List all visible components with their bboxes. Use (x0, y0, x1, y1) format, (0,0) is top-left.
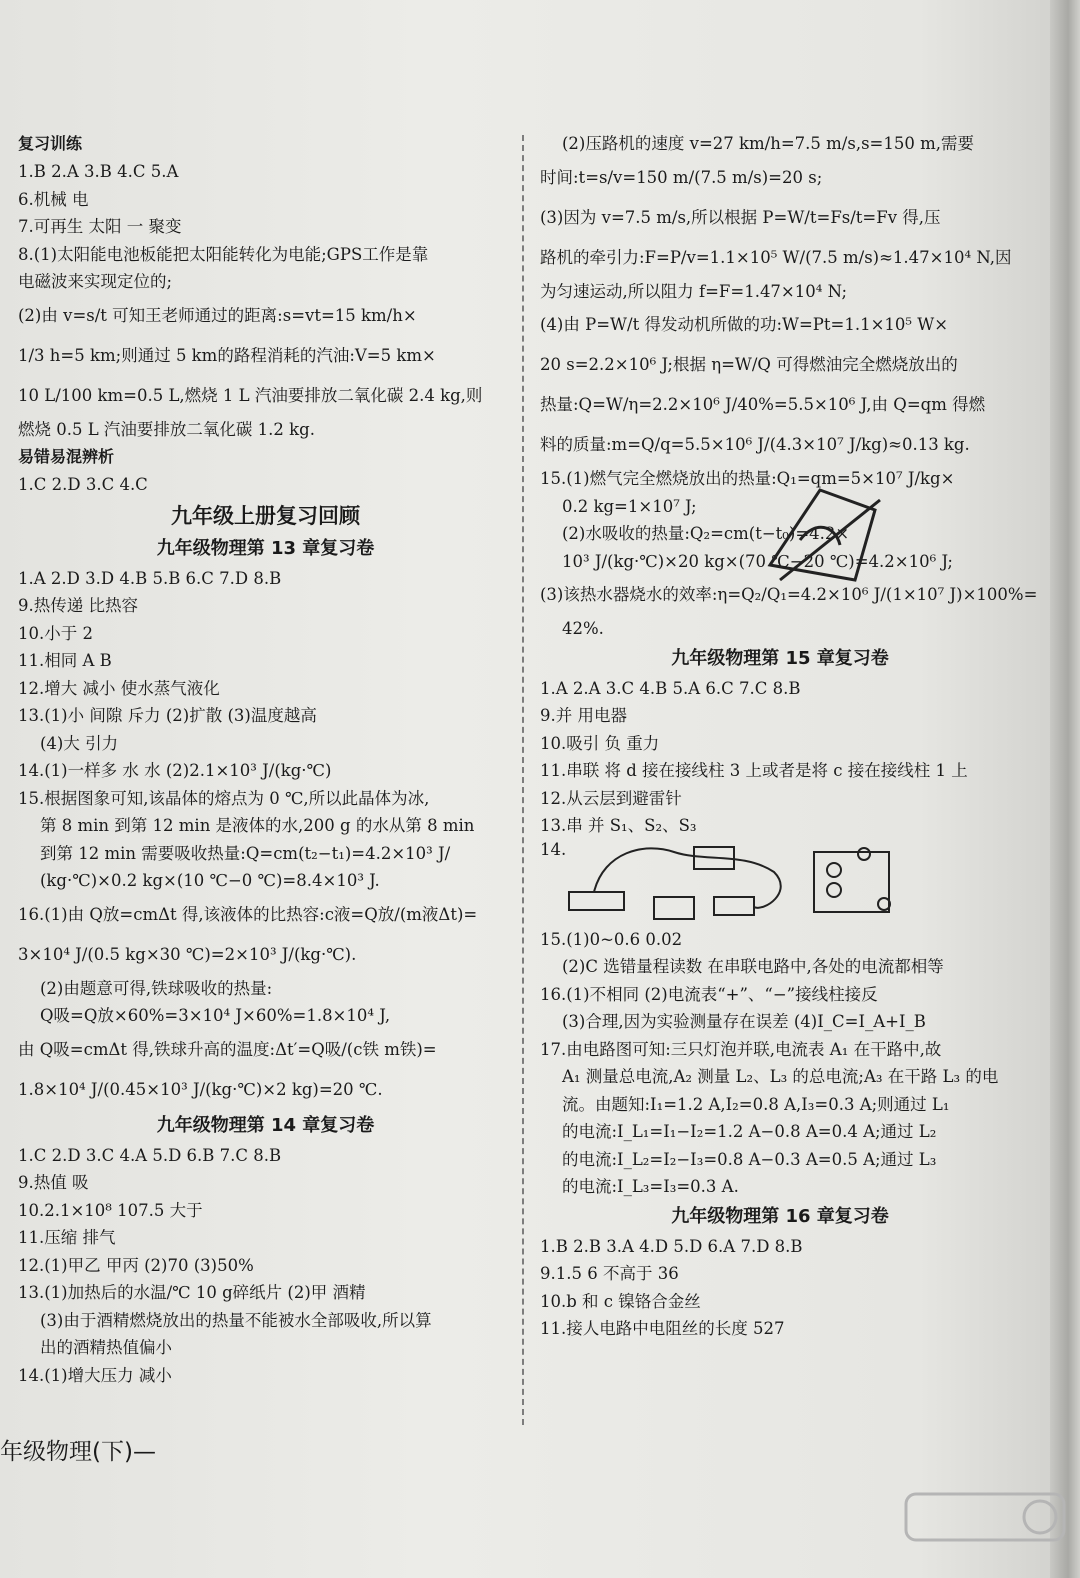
answer-line: 10.吸引 负 重力 (540, 733, 660, 753)
answer-line: (2)水吸收的热量:Q₂=cm(t−t₀)=4.2× (562, 524, 850, 543)
answer-line: (2)C 选错量程读数 在串联电路中,各处的电流都相等 (562, 957, 944, 976)
answer-line: 9.热值 吸 (18, 1173, 89, 1192)
page-footer: 年级物理(下)— (0, 1439, 156, 1465)
answer-line: (3)该热水器烧水的效率:η=Q₂/Q₁=4.2×10⁶ J/(1×10⁷ J)×100%= (540, 585, 1038, 604)
answer-line: 热量:Q=W/η=2.2×10⁶ J/40%=5.5×10⁶ J,由 Q=qm 得燃 (540, 395, 986, 414)
answer-line: (2)压路机的速度 v=27 km/h=7.5 m/s,s=150 m,需要 (562, 134, 974, 153)
answer-line: 20 s=2.2×10⁶ J;根据 η=W/Q 可得燃油完全燃烧放出的 (540, 355, 958, 374)
answer-line: 1.8×10⁴ J/(0.45×10³ J/(kg·℃)×2 kg)=20 ℃. (18, 1079, 383, 1099)
answer-line: 10.小于 2 (18, 623, 93, 643)
chapter-title: 九年级物理第 15 章复习卷 (671, 647, 889, 669)
answer-line: 15.(1)燃气完全燃烧放出的热量:Q₁=qm=5×10⁷ J/kg× (540, 469, 955, 488)
answer-line: 12.从云层到避雷针 (540, 788, 682, 808)
answer-line: 1/3 h=5 km;则通过 5 km的路程消耗的汽油:V=5 km× (18, 345, 436, 365)
chapter-title: 九年级物理第 14 章复习卷 (156, 1114, 375, 1136)
stamp-icon (760, 470, 910, 600)
answer-line: 12.(1)甲乙 甲丙 (2)70 (3)50% (18, 1255, 254, 1275)
answer-line: 11.串联 将 d 接在接线柱 3 上或者是将 c 接在接线柱 1 上 (540, 761, 968, 780)
answer-line: 15.(1)0~0.6 0.02 (540, 929, 683, 949)
answer-line: 1.A 2.A 3.C 4.B 5.A 6.C 7.C 8.B (540, 678, 801, 698)
answer-line: (3)合理,因为实验测量存在误差 (4)I_C=I_A+I_B (562, 1012, 926, 1031)
answer-line: 10 L/100 km=0.5 L,燃烧 1 L 汽油要排放二氧化碳 2.4 kg,则 (18, 385, 483, 405)
answer-line: 13.(1)小 间隙 斥力 (2)扩散 (3)温度越高 (18, 706, 317, 725)
answer-line: 路机的牵引力:F=P/v=1.1×10⁵ W/(7.5 m/s)≈1.47×10⁴ N,因 (540, 247, 1012, 267)
chapter-title: 九年级上册复习回顾 (171, 503, 360, 528)
answer-line: 11.压缩 排气 (18, 1228, 116, 1247)
answer-line: 第 8 min 到第 12 min 是液体的水,200 g 的水从第 8 min (40, 816, 475, 835)
answer-line: 6.机械 电 (18, 189, 89, 209)
column-divider (522, 135, 524, 1425)
answer-line: 3×10⁴ J/(0.5 kg×30 ℃)=2×10³ J/(kg·℃). (18, 944, 357, 964)
answer-line: 到第 12 min 需要吸收热量:Q=cm(t₂−t₁)=4.2×10³ J/ (40, 843, 451, 863)
answer-line: (2)由 v=s/t 可知王老师通过的距离:s=vt=15 km/h× (18, 305, 417, 325)
answer-line: 10.b 和 c 镍铬合金丝 (540, 1291, 701, 1311)
answer-line: 9.并 用电器 (540, 706, 627, 725)
answer-line: 的电流:I_L₂=I₂−I₃=0.8 A−0.3 A=0.5 A;通过 L₃ (562, 1149, 937, 1169)
answer-line: 11.相同 A B (18, 651, 112, 670)
answer-line: 燃烧 0.5 L 汽油要排放二氧化碳 1.2 kg. (18, 419, 315, 439)
answer-line: 1.C 2.D 3.C 4.C (18, 475, 148, 494)
answer-line: 1.A 2.D 3.D 4.B 5.B 6.C 7.D 8.B (18, 568, 282, 588)
answer-line: 的电流:I_L₁=I₁−I₂=1.2 A−0.8 A=0.4 A;通过 L₂ (562, 1122, 937, 1141)
circuit-sketch-icon (564, 842, 894, 924)
answer-line: 由 Q吸=cmΔt 得,铁球升高的温度:Δt′=Q吸/(c铁 m铁)= (18, 1039, 437, 1059)
answer-line: 13.串 并 S₁、S₂、S₃ (540, 816, 697, 835)
answer-line: 16.(1)由 Q放=cmΔt 得,该液体的比热容:c液=Q放/(m液Δt)= (18, 904, 478, 924)
answer-line: 12.增大 减小 使水蒸气液化 (18, 678, 220, 698)
chapter-title: 九年级物理第 16 章复习卷 (671, 1205, 889, 1227)
answer-line: (3)因为 v=7.5 m/s,所以根据 P=W/t=Fs/t=Fv 得,压 (540, 207, 941, 227)
answer-line: 14.(1)一样多 水 水 (2)2.1×10³ J/(kg·℃) (18, 761, 332, 780)
answer-line: (3)由于酒精燃烧放出的热量不能被水全部吸收,所以算 (40, 1310, 432, 1330)
answer-line: 11.接人电路中电阻丝的长度 527 (540, 1319, 785, 1338)
answer-line: 1.C 2.D 3.C 4.A 5.D 6.B 7.C 8.B (18, 1145, 282, 1165)
answer-line: 8.(1)太阳能电池板能把太阳能转化为电能;GPS工作是靠 (18, 244, 429, 264)
answer-line: 1.B 2.A 3.B 4.C 5.A (18, 162, 179, 181)
watermark-logo-icon (900, 1488, 1070, 1568)
answer-line: Q吸=Q放×60%=3×10⁴ J×60%=1.8×10⁴ J, (40, 1006, 391, 1025)
chapter-title: 九年级物理第 13 章复习卷 (156, 537, 375, 559)
answer-line: (4)由 P=W/t 得发动机所做的功:W=Pt=1.1×10⁵ W× (540, 315, 949, 334)
answer-line: (4)大 引力 (40, 733, 119, 753)
answer-line: 9.热传递 比热容 (18, 596, 138, 615)
answer-line: (kg·℃)×0.2 kg×(10 ℃−0 ℃)=8.4×10³ J. (40, 871, 380, 890)
left-column (18, 130, 513, 1389)
answer-line: 15.根据图象可知,该晶体的熔点为 0 ℃,所以此晶体为冰, (18, 788, 430, 808)
question-number: 14. (540, 839, 567, 859)
answer-line: 流。由题知:I₁=1.2 A,I₂=0.8 A,I₃=0.3 A;则通过 L₁ (562, 1094, 950, 1114)
answer-line: 13.(1)加热后的水温/℃ 10 g碎纸片 (2)甲 酒精 (18, 1283, 366, 1302)
answer-line: 7.可再生 太阳 一 聚变 (18, 217, 182, 236)
answer-line: 9.1.5 6 不高于 36 (540, 1264, 679, 1283)
book-spine-shadow (1050, 0, 1080, 1578)
answer-line: 42%. (562, 619, 604, 638)
section-heading: 易错易混辨析 (18, 447, 115, 466)
answer-line: 的电流:I_L₃=I₃=0.3 A. (562, 1177, 739, 1196)
answer-line: (2)由题意可得,铁球吸收的热量: (40, 978, 273, 998)
section-heading: 复习训练 (18, 134, 83, 153)
right-column (540, 130, 1038, 1343)
answer-line: 0.2 kg=1×10⁷ J; (562, 496, 697, 516)
answer-line: 10³ J/(kg·℃)×20 kg×(70 ℃−20 ℃)=4.2×10⁶ J; (562, 551, 953, 571)
answer-line: 17.由电路图可知:三只灯泡并联,电流表 A₁ 在干路中,故 (540, 1039, 942, 1059)
answer-line: A₁ 测量总电流,A₂ 测量 L₂、L₃ 的总电流;A₃ 在干路 L₃ 的电 (562, 1067, 999, 1086)
answer-line: 10.2.1×10⁸ 107.5 大于 (18, 1200, 203, 1220)
circuit-diagram (540, 840, 1020, 926)
answer-line: 14.(1)增大压力 减小 (18, 1365, 172, 1385)
answer-line: 为匀速运动,所以阻力 f=F=1.47×10⁴ N; (540, 281, 848, 301)
answer-line: 1.B 2.B 3.A 4.D 5.D 6.A 7.D 8.B (540, 1236, 803, 1256)
answer-line: 时间:t=s/v=150 m/(7.5 m/s)=20 s; (540, 167, 823, 187)
answer-line: 16.(1)不相同 (2)电流表“+”、“−”接线柱接反 (540, 984, 878, 1004)
answer-line: 出的酒精热值偏小 (40, 1338, 172, 1357)
answer-line: 电磁波来实现定位的; (18, 272, 173, 291)
answer-line: 料的质量:m=Q/q=5.5×10⁶ J/(4.3×10⁷ J/kg)≈0.13 kg. (540, 435, 970, 454)
